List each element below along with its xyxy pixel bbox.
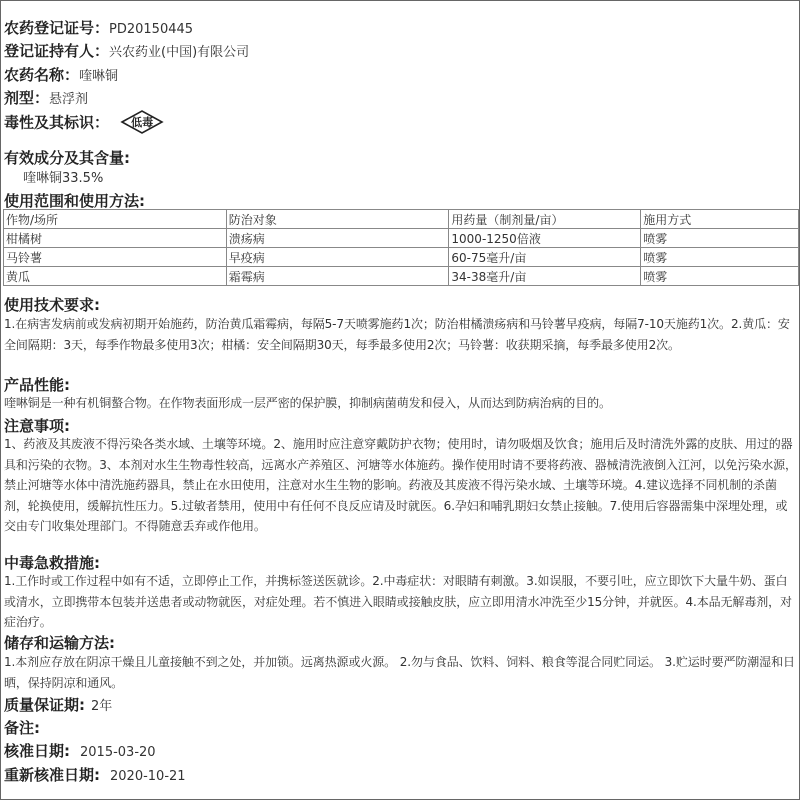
technique-text: 1.在病害发病前或发病初期开始施药，防治黄瓜霜霉病，每隔5-7天喷雾施药1次；防治柑橘溃疡病和马铃薯早疫病，每隔7-10天施药1次。2.黄瓜：安全间隔期：3天，每季作物最多使用3次；柑橘：安全间隔期30天，每季最多使用2次；马铃薯：收获期采摘，每季最多使用2次。 <box>4 317 790 352</box>
first-aid-text: 1.工作时或工作过程中如有不适，立即停止工作，并携标签送医就诊。2.中毒症状：对眼睛有刺激。3.如误服，不要引吐，应立即饮下大量牛奶、蛋白或清水，立即携带本包装并送患者或动物就医，对症处理。若不慎进入眼睛或接触皮肤，应立即用清水冲洗至少15分钟，并就医。4.本品无解毒剂，对症治疗。 <box>4 574 792 629</box>
holder-row <box>4 40 249 61</box>
precautions-text: 1、药液及其废液不得污染各类水域、土壤等环境。2、施用时应注意穿戴防护衣物；使用时，请勿吸烟及饮食；施用后及时清洗外露的皮肤、用过的器具和污染的衣物。3、本剂对水生生物毒性较高，远离水产养殖区、河塘等水体施药。操作使用时请不要将药液、器械清洗液倒入江河，以免污染水源，禁止河塘等水体中清洗施药器具，禁止在水田使用，注意对水生生物的影响。药液及其废液不得污染水域、土壤等环境。4.建议选择不同机制的杀菌剂，轮换使用，缓解抗性压力。5.过敏者禁用，使用中有任何不良反应请及时就医。6.孕妇和哺乳期妇女禁止接触。7.使用后容器需集中深埋处理，或交由专门收集处理部门。不得随意丢弃或作他用。 <box>4 437 797 533</box>
reg-no-label: 农药登记证号： <box>4 19 110 37</box>
header-method: 施用方式 <box>641 210 799 229</box>
header-dosage: 用药量（制剂量/亩） <box>449 210 641 229</box>
remarks-row <box>4 717 40 738</box>
form-row <box>4 87 88 108</box>
cell-method: 喷雾 <box>641 248 799 267</box>
table-row <box>4 267 799 286</box>
cell-method: 喷雾 <box>641 267 799 286</box>
cell-target: 霜霉病 <box>226 267 449 286</box>
approval-row <box>4 740 156 761</box>
cell-crop: 马铃薯 <box>4 248 227 267</box>
name-value: 喹啉铜 <box>79 69 119 84</box>
warranty-value: 2年 <box>91 699 113 714</box>
technique-title: 使用技术要求: <box>4 296 100 314</box>
usage-table-header <box>4 210 799 229</box>
toxicity-badge-icon <box>119 109 165 135</box>
table-row <box>4 248 799 267</box>
reapproval-row <box>4 764 186 785</box>
toxicity-label: 毒性及其标识： <box>4 113 110 132</box>
remarks-label: 备注: <box>4 719 40 737</box>
header-crop: 作物/场所 <box>4 210 227 229</box>
table-row <box>4 229 799 248</box>
warranty-row <box>4 694 112 715</box>
cell-dosage: 60-75毫升/亩 <box>449 248 641 267</box>
form-label: 剂型： <box>4 89 50 107</box>
reg-no-row <box>4 17 193 38</box>
form-value: 悬浮剂 <box>49 92 89 107</box>
performance-title: 产品性能: <box>4 376 70 394</box>
usage-table <box>3 209 799 286</box>
approval-date: 2015-03-20 <box>80 745 156 760</box>
cell-dosage: 1000-1250倍液 <box>449 229 641 248</box>
toxicity-row <box>4 109 165 135</box>
name-row <box>4 64 118 85</box>
header-target: 防治对象 <box>226 210 449 229</box>
approval-label: 核准日期: <box>4 742 70 760</box>
name-label: 农药名称： <box>4 66 80 84</box>
reapproval-date: 2020-10-21 <box>110 769 186 784</box>
storage-title: 储存和运输方法: <box>4 634 115 652</box>
performance-text: 喹啉铜是一种有机铜螯合物。在作物表面形成一层严密的保护膜，抑制病菌萌发和侵入，从而达到防病治病的目的。 <box>4 396 611 410</box>
cell-target: 溃疡病 <box>226 229 449 248</box>
ingredients-title: 有效成分及其含量: <box>4 149 130 167</box>
reg-no-value: PD20150445 <box>109 22 194 37</box>
precautions-title: 注意事项: <box>4 417 70 435</box>
warranty-label: 质量保证期: <box>4 696 85 714</box>
cell-target: 早疫病 <box>226 248 449 267</box>
reapproval-label: 重新核准日期: <box>4 766 100 784</box>
cell-method: 喷雾 <box>641 229 799 248</box>
cell-crop: 柑橘树 <box>4 229 227 248</box>
toxicity-badge-text: 低毒 <box>131 116 154 129</box>
ingredients-content: 喹啉铜33.5% <box>23 171 104 186</box>
cell-dosage: 34-38毫升/亩 <box>449 267 641 286</box>
storage-text: 1.本剂应存放在阴凉干燥且儿童接触不到之处，并加锁。远离热源或火源。 2.勿与食品、饮料、饲料、粮食等混合同贮同运。 3.贮运时要严防潮湿和日晒，保持阴凉和通风。 <box>4 655 795 690</box>
holder-label: 登记证持有人： <box>4 42 110 60</box>
holder-value: 兴农药业(中国)有限公司 <box>109 45 250 60</box>
first-aid-title: 中毒急救措施: <box>4 554 100 572</box>
cell-crop: 黄瓜 <box>4 267 227 286</box>
usage-title: 使用范围和使用方法: <box>4 192 145 210</box>
